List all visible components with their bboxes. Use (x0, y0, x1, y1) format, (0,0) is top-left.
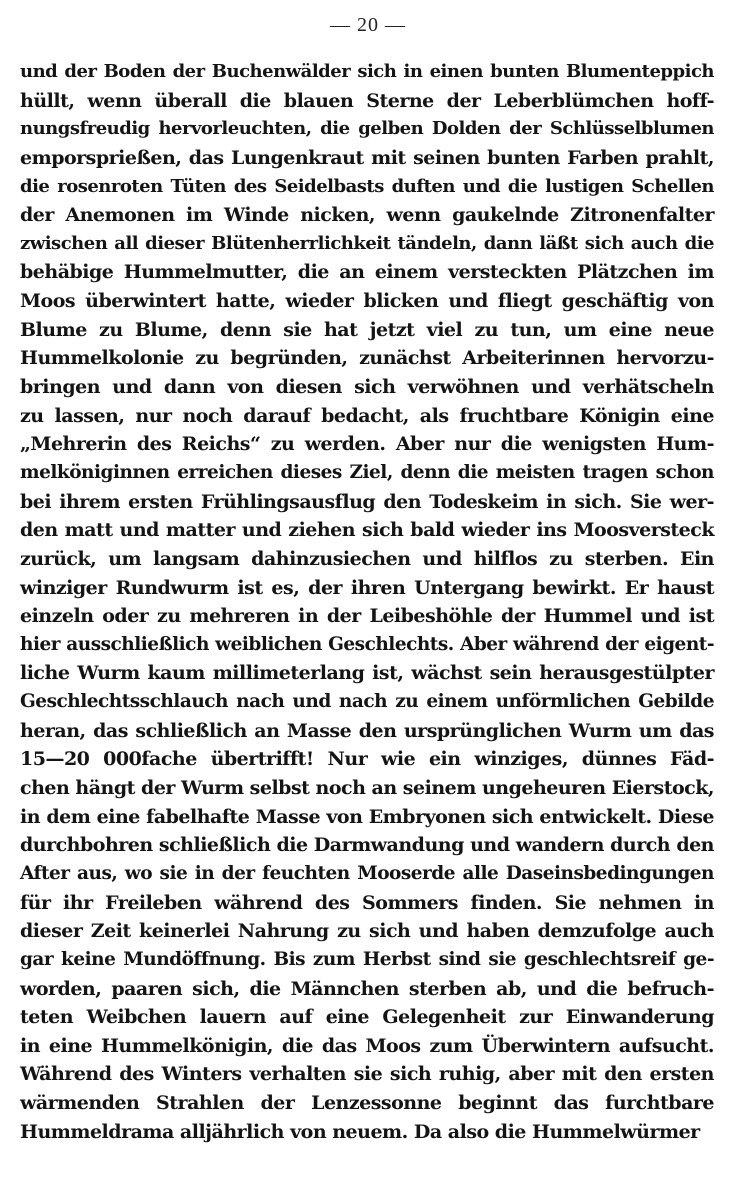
text-line: emporsprießen, das Lungenkraut mit seinen bunten Farben prahlt, (20, 146, 714, 169)
text-line: wärmenden Strahlen der Lenzessonne beginnt das furchtbare (20, 1092, 714, 1115)
text-line: „Mehrerin des Reichs“ zu werden. Aber nur die wenigsten Hum- (20, 433, 714, 456)
text-line: Hummelkolonie zu begründen, zunächst Arbeiterinnen hervorzu- (20, 347, 714, 370)
text-line: behäbige Hummelmutter, die an einem versteckten Plätzchen im (20, 261, 714, 284)
text-line: durchbohren schließlich die Darmwandung und wandern durch den (20, 834, 714, 857)
text-line: die rosenroten Tüten des Seidelbasts duften und die lustigen Schellen (20, 175, 714, 197)
text-line: chen hängt der Wurm selbst noch an seinem ungeheuren Eierstock, (20, 777, 714, 800)
text-line: teten Weibchen lauern auf eine Gelegenheit zur Einwanderung (20, 1006, 714, 1029)
text-line: Während des Winters verhalten sie sich ruhig, aber mit den ersten (20, 1063, 714, 1086)
text-line: Hummeldrama alljährlich von neuem. Da also die Hummelwürmer (20, 1120, 700, 1143)
text-line: für ihr Freileben während des Sommers finden. Sie nehmen in (20, 891, 714, 914)
text-line: After aus, wo sie in der feuchten Mooserde alle Daseinsbedingungen (20, 862, 714, 884)
text-line: in dem eine fabelhafte Masse von Embryonen sich entwickelt. Diese (20, 805, 714, 828)
text-line: liche Wurm kaum millimeterlang ist, wächst sein herausgestülpter (20, 662, 714, 685)
text-line: hier ausschließlich weiblichen Geschlechts. Aber während der eigent- (20, 633, 714, 655)
text-line: gar keine Mundöffnung. Bis zum Herbst sind sie geschlechtsreif ge- (20, 948, 714, 970)
text-line: und der Boden der Buchenwälder sich in einen bunten Blumenteppich (20, 61, 714, 82)
page-number: — 20 — (330, 14, 406, 36)
text-line: zwischen all dieser Blütenherrlichkeit tändeln, dann läßt sich auch die (20, 232, 714, 254)
text-line: Moos überwintert hatte, wieder blicken und fliegt geschäftig von (20, 290, 714, 313)
text-line: nungsfreudig hervorleuchten, die gelben Dolden der Schlüsselblumen (20, 118, 714, 140)
text-line: winziger Rundwurm ist es, der ihren Untergang bewirkt. Er haust (20, 576, 714, 599)
text-line: heran, das schließlich an Masse den ursprünglichen Wurm um das (20, 719, 714, 742)
text-line: in eine Hummelkönigin, die das Moos zum Überwintern aufsucht. (20, 1034, 714, 1057)
text-line: der Anemonen im Winde nicken, wenn gaukelnde Zitronenfalter (20, 204, 714, 227)
text-line: hüllt, wenn überall die blauen Sterne der Leberblümchen hoff- (20, 89, 714, 112)
text-line: bei ihrem ersten Frühlingsausflug den Todeskeim in sich. Sie wer- (20, 490, 714, 513)
text-line: Blume zu Blume, denn sie hat jetzt viel zu tun, um eine neue (20, 318, 714, 341)
text-line: worden, paaren sich, die Männchen sterben ab, und die befruch- (20, 977, 714, 1000)
text-line: 15—20 000fache übertrifft! Nur wie ein winziges, dünnes Fäd- (20, 748, 714, 771)
text-line: einzeln oder zu mehreren in der Leibeshöhle der Hummel und ist (20, 605, 714, 628)
text-line: den matt und matter und ziehen sich bald wieder ins Moosversteck (20, 519, 714, 542)
text-line: zu lassen, nur noch darauf bedacht, als fruchtbare Königin eine (20, 404, 714, 427)
text-line: dieser Zeit keinerlei Nahrung zu sich und haben demzufolge auch (20, 920, 714, 943)
text-line: melköniginnen erreichen dieses Ziel, denn die meisten tragen schon (20, 461, 714, 483)
text-line: Geschlechtsschlauch nach und nach zu einem unförmlichen Gebilde (20, 691, 714, 713)
body-text (20, 58, 714, 1146)
text-line: zurück, um langsam dahinzusiechen und hilflos zu sterben. Ein (20, 547, 714, 570)
text-line: bringen und dann von diesen sich verwöhnen und verhätscheln (20, 376, 714, 399)
